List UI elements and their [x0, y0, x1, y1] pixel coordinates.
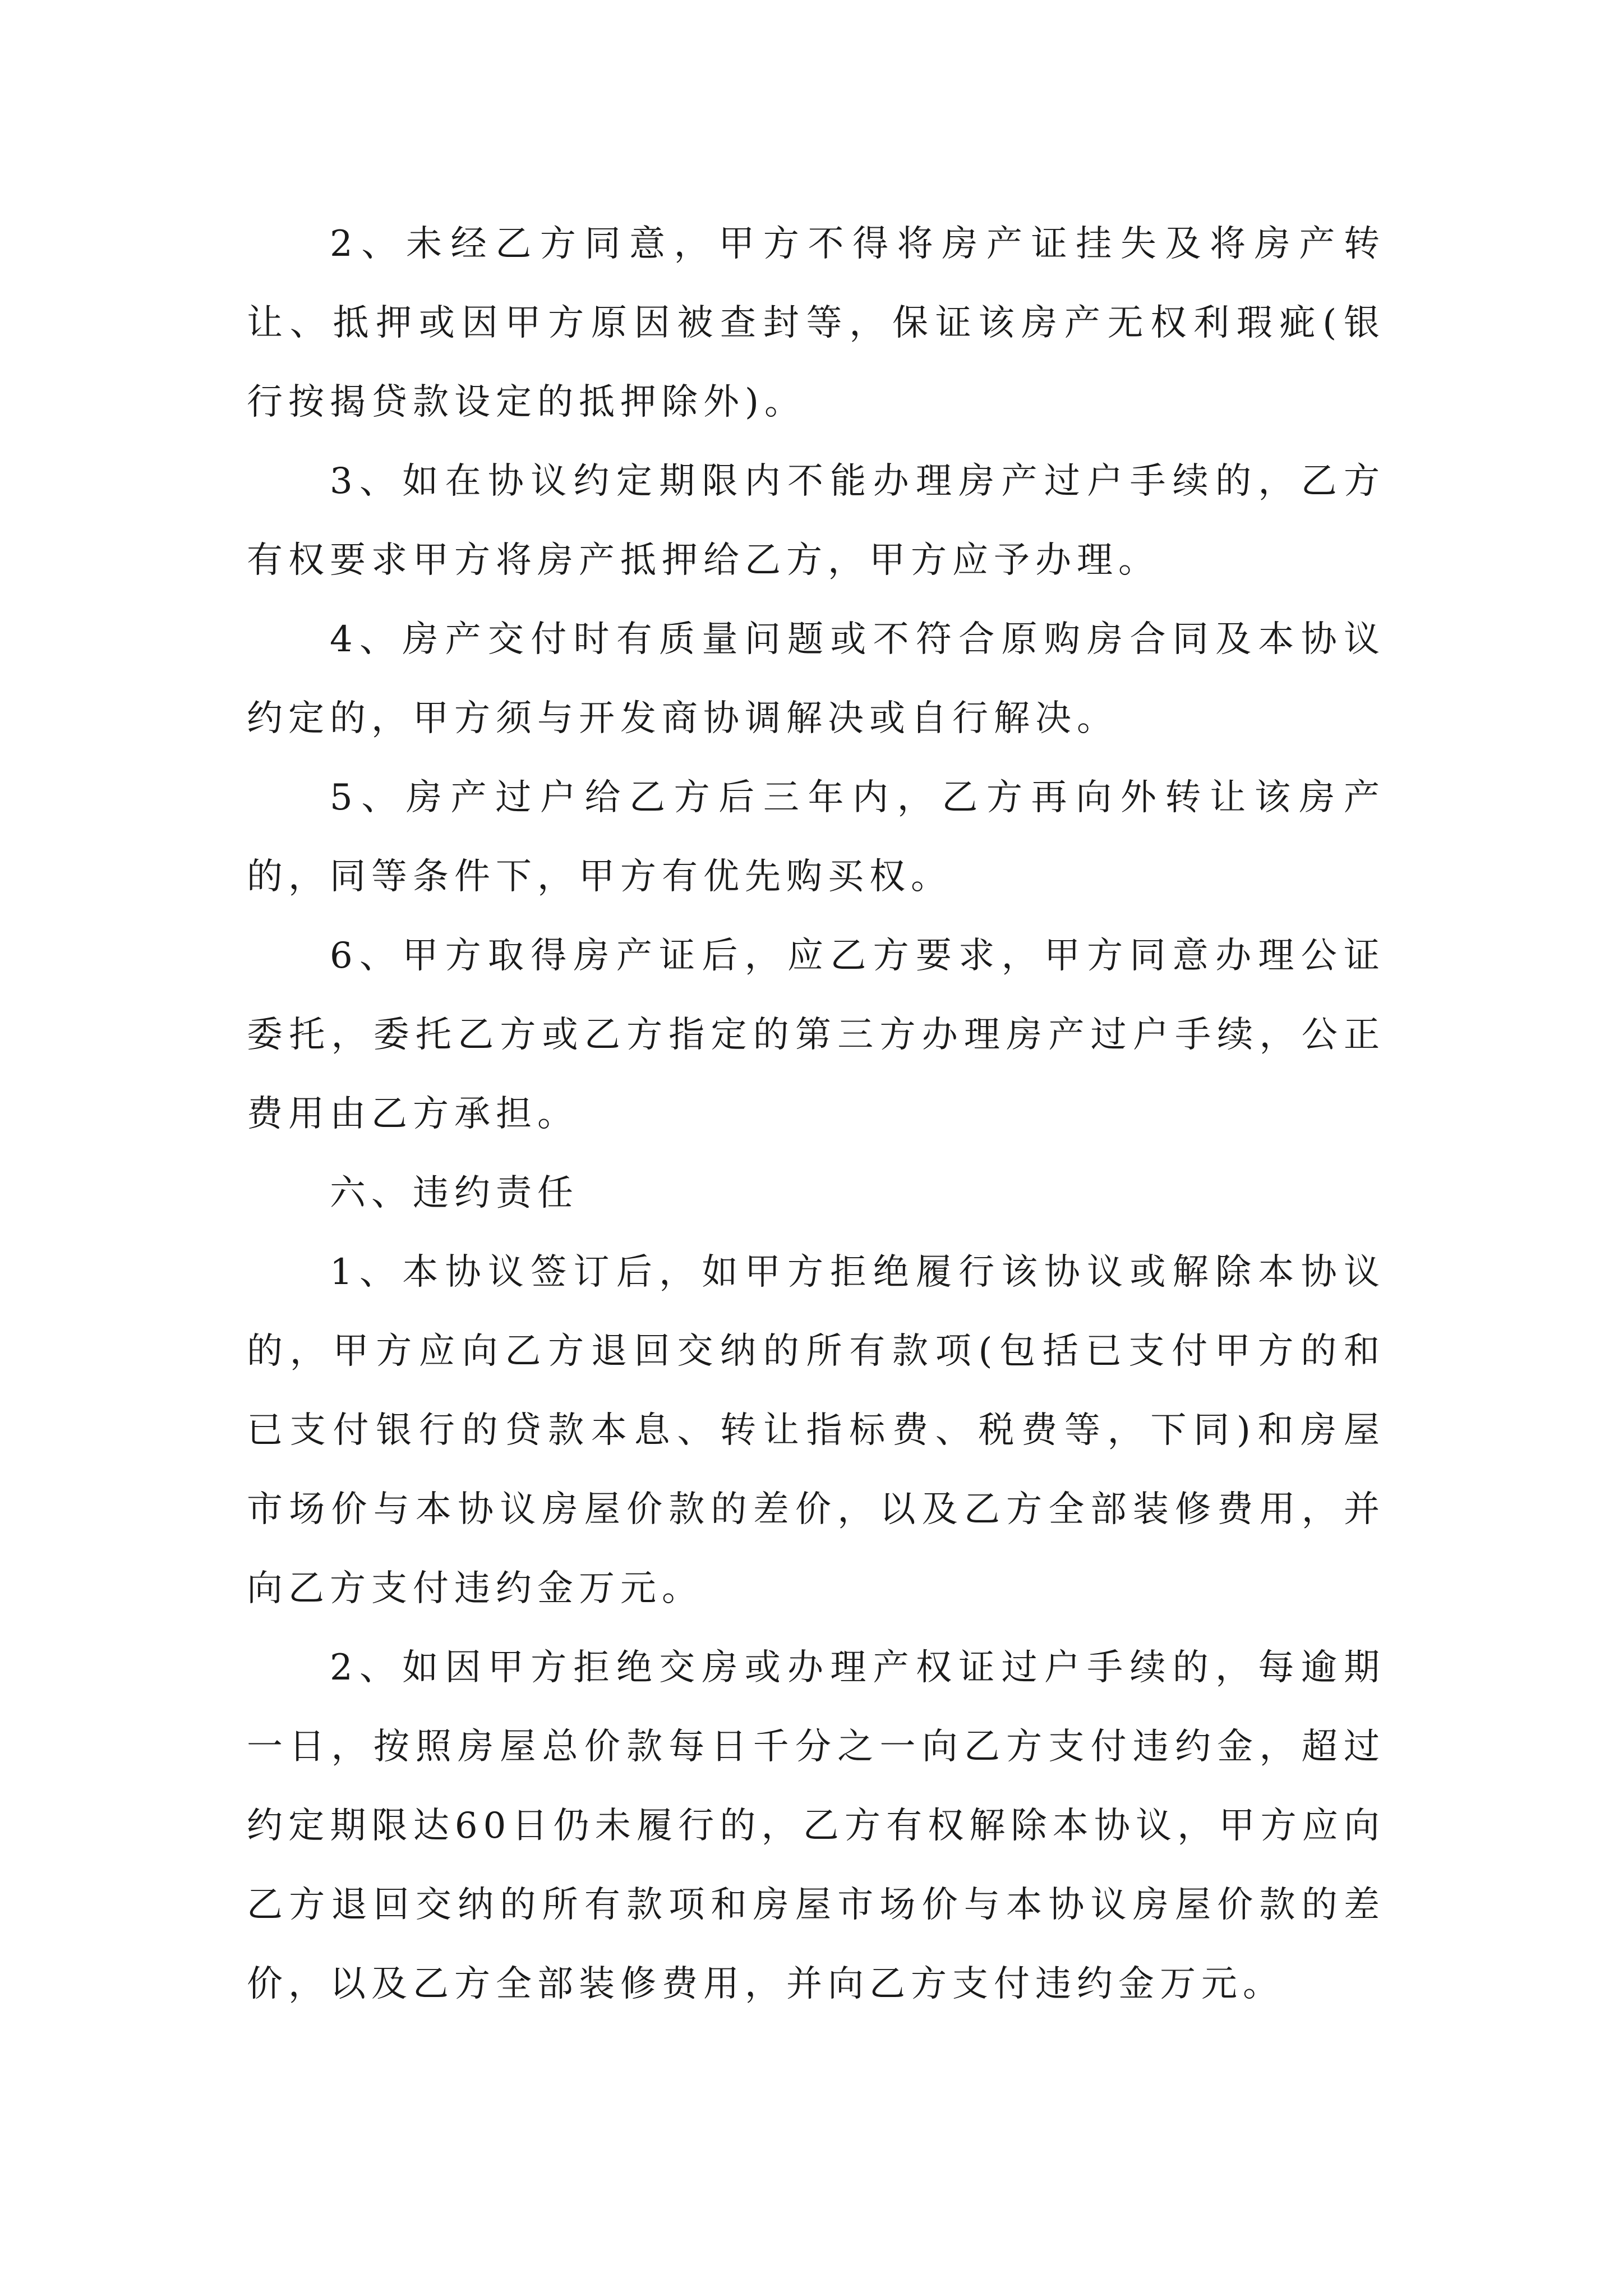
section-heading-breach-liability: 六、违约责任: [330, 1172, 579, 1214]
paragraph-clause-5: 5、房产过户给乙方后三年内，乙方再向外转让该房产的，同等条件下，甲方有优先购买权。: [247, 777, 1385, 898]
paragraph-clause-4: 4、房产交付时有质量问题或不符合原购房合同及本协议约定的，甲方须与开发商协调解决或自行解决。: [247, 619, 1385, 739]
document-body: [247, 205, 1385, 2024]
paragraph-breach-clause-1: 1、本协议签订后，如甲方拒绝履行该协议或解除本协议的，甲方应向乙方退回交纳的所有款项(包括已支付甲方的和已支付银行的贷款本息、转让指标费、税费等，下同)和房屋市场价与本协议房屋价款的差价，以及乙方全部装修费用，并向乙方支付违约金万元。: [247, 1251, 1385, 1609]
paragraph-clause-2: 2、未经乙方同意，甲方不得将房产证挂失及将房产转让、抵押或因甲方原因被查封等，保证该房产无权利瑕疵(银行按揭贷款设定的抵押除外)。: [247, 223, 1385, 423]
paragraph-clause-6: 6、甲方取得房产证后，应乙方要求，甲方同意办理公证委托，委托乙方或乙方指定的第三方办理房产过户手续，公正费用由乙方承担。: [247, 935, 1385, 1135]
paragraph-breach-clause-2: 2、如因甲方拒绝交房或办理产权证过户手续的，每逾期一日，按照房屋总价款每日千分之一向乙方支付违约金，超过约定期限达60日仍未履行的，乙方有权解除本协议，甲方应向乙方退回交纳的所有款项和房屋市场价与本协议房屋价款的差价，以及乙方全部装修费用，并向乙方支付违约金万元。: [247, 1647, 1385, 2005]
paragraph-clause-3: 3、如在协议约定期限内不能办理房产过户手续的，乙方有权要求甲方将房产抵押给乙方，甲方应予办理。: [247, 461, 1385, 581]
